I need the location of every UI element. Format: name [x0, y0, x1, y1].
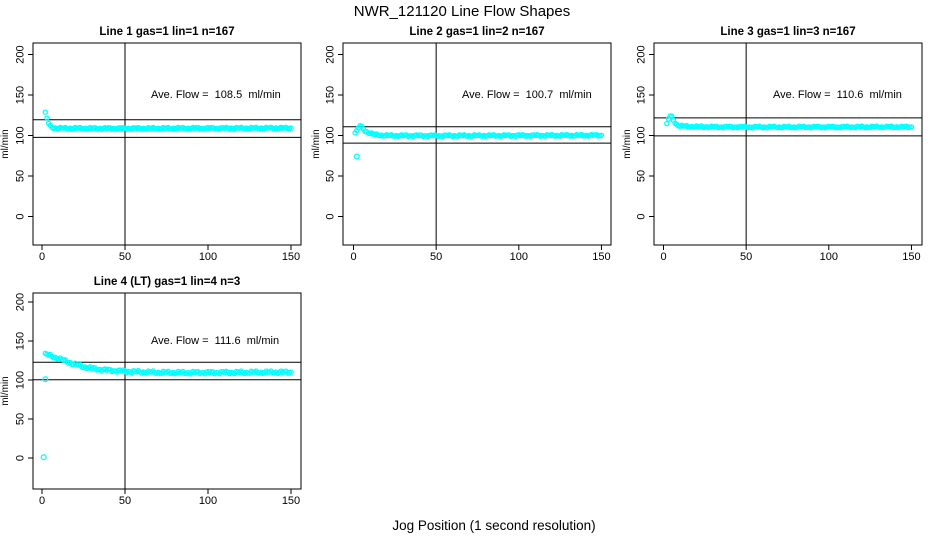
- x-axis-label: Jog Position (1 second resolution): [392, 518, 596, 533]
- x-tick-label: 0: [660, 251, 667, 263]
- x-tick-label: 150: [592, 251, 611, 263]
- x-tick-label: 100: [198, 251, 218, 263]
- y-axis-label: ml/min: [0, 376, 11, 406]
- y-tick-label: 200: [14, 45, 27, 64]
- panel-title: Line 2 gas=1 lin=2 n=167: [409, 26, 545, 38]
- plot-area-line-2: [325, 43, 612, 263]
- y-tick-label: 100: [14, 126, 27, 145]
- y-tick-label: 0: [14, 454, 27, 462]
- x-tick-label: 50: [430, 251, 443, 263]
- y-tick-label: 150: [324, 85, 337, 105]
- plot-box: [33, 293, 301, 489]
- x-tick-label: 50: [740, 251, 753, 263]
- figure-title: NWR_121120 Line Flow Shapes: [353, 3, 571, 20]
- y-tick-label: 0: [324, 213, 337, 220]
- x-tick-label: 100: [198, 495, 218, 507]
- x-tick-label: 100: [509, 251, 528, 263]
- y-tick-label: 50: [324, 169, 337, 183]
- ave-flow-annotation: Ave. Flow = 108.5 ml/min: [151, 89, 281, 101]
- y-axis-label: ml/min: [311, 129, 322, 159]
- panel-line-1: [0, 26, 301, 263]
- outlier-point: [354, 154, 359, 159]
- x-tick-label: 0: [350, 251, 357, 263]
- y-tick-label: 50: [14, 412, 27, 426]
- x-tick-label: 0: [38, 495, 46, 507]
- plot-area-line-3: [636, 43, 923, 263]
- plot-area-line-4: [15, 293, 302, 507]
- plot-box: [654, 43, 922, 245]
- panel-title: Line 4 (LT) gas=1 lin=4 n=3: [93, 276, 241, 288]
- ave-flow-annotation: Ave. Flow = 111.6 ml/min: [151, 335, 280, 347]
- x-tick-label: 50: [118, 251, 132, 263]
- ave-flow-annotation: Ave. Flow = 110.6 ml/min: [773, 89, 902, 101]
- ave-flow-annotation: Ave. Flow = 100.7 ml/min: [462, 89, 592, 101]
- y-tick-label: 150: [635, 85, 648, 105]
- plot-area-line-1: [15, 43, 302, 263]
- y-tick-label: 50: [635, 169, 648, 183]
- x-tick-label: 150: [281, 251, 301, 263]
- y-tick-label: 0: [14, 213, 27, 220]
- panel-line-4: [0, 276, 301, 507]
- y-tick-label: 150: [14, 85, 27, 105]
- y-tick-label: 200: [324, 45, 337, 64]
- plot-box: [33, 43, 301, 245]
- x-tick-label: 150: [281, 495, 301, 507]
- data-point: [43, 110, 47, 114]
- x-tick-label: 50: [118, 495, 132, 507]
- panel-line-2: [311, 26, 611, 263]
- y-tick-label: 200: [14, 292, 27, 312]
- plot-box: [343, 43, 611, 245]
- y-tick-label: 100: [324, 126, 337, 145]
- panel-title: Line 1 gas=1 lin=1 n=167: [99, 26, 235, 38]
- x-tick-label: 0: [38, 251, 46, 263]
- y-tick-label: 100: [14, 370, 27, 390]
- panel-title: Line 3 gas=1 lin=3 n=167: [720, 26, 856, 38]
- y-tick-label: 200: [635, 45, 648, 64]
- y-axis-label: ml/min: [622, 129, 633, 159]
- y-tick-label: 0: [635, 213, 648, 220]
- y-axis-label: ml/min: [0, 129, 11, 159]
- y-tick-label: 50: [14, 169, 27, 183]
- y-tick-label: 100: [635, 126, 648, 145]
- panel-line-3: [622, 26, 922, 263]
- x-tick-label: 150: [902, 251, 921, 263]
- data-point: [665, 121, 669, 125]
- y-tick-label: 150: [14, 331, 27, 351]
- outlier-point: [41, 455, 46, 460]
- x-tick-label: 100: [819, 251, 838, 263]
